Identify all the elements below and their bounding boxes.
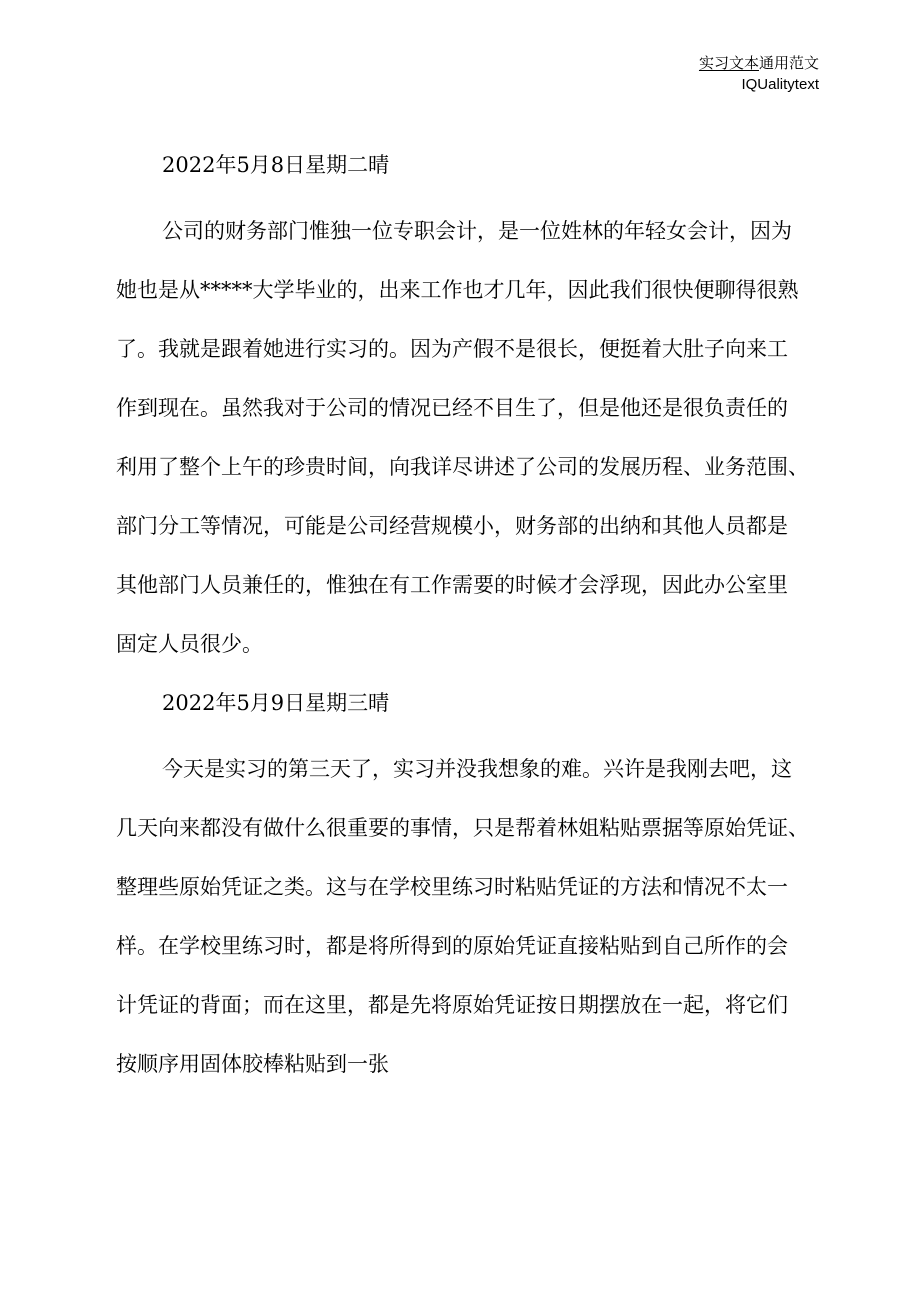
header-title-underlined: 实习文本 (698, 54, 759, 72)
entry-paragraph-1 (116, 202, 822, 674)
paragraph-line: 其他部门人员兼任的，惟独在有工作需要的时候才会浮现，因此办公室里 (116, 573, 788, 597)
paragraph-line: 公司的财务部门惟独一位专职会计，是一位姓林的年轻女会计，因为 (162, 219, 792, 243)
entry-paragraph-2 (116, 740, 822, 1094)
entry-date-2: 2022年5月9日星期三晴 (162, 691, 390, 715)
paragraph-line: 部门分工等情况，可能是公司经营规模小，财务部的出纳和其他人员都是 (116, 514, 788, 538)
paragraph-line: 样。在学校里练习时，都是将所得到的原始凭证直接粘贴到自己所作的会 (116, 934, 788, 958)
paragraph-line: 作到现在。虽然我对于公司的情况已经不目生了，但是他还是很负责任的 (116, 396, 788, 420)
header-subtitle: IQUalitytext (741, 76, 819, 93)
paragraph-line: 了。我就是跟着她进行实习的。因为产假不是很长，便挺着大肚子向来工 (116, 337, 788, 361)
paragraph-line: 她也是从*****大学毕业的，出来工作也才几年，因此我们很快便聊得很熟 (116, 278, 799, 302)
page-header (699, 52, 819, 96)
document-body (116, 142, 822, 1100)
paragraph-line: 整理些原始凭证之类。这与在学校里练习时粘贴凭证的方法和情况不太一 (116, 875, 788, 899)
paragraph-line: 利用了整个上午的珍贵时间，向我详尽讲述了公司的发展历程、业务范围、 (116, 455, 809, 479)
header-title-rest: 通用范文 (758, 54, 819, 72)
paragraph-line: 固定人员很少。 (116, 632, 263, 656)
paragraph-line: 今天是实习的第三天了，实习并没我想象的难。兴许是我刚去吧，这 (162, 757, 792, 781)
paragraph-line: 计凭证的背面；而在这里，都是先将原始凭证按日期摆放在一起，将它们 (116, 993, 788, 1017)
paragraph-line: 几天向来都没有做什么很重要的事情，只是帮着林姐粘贴票据等原始凭证、 (116, 816, 809, 840)
paragraph-line: 按顺序用固体胶棒粘贴到一张 (116, 1052, 389, 1076)
header-title (699, 52, 819, 74)
entry-date-1: 2022年5月8日星期二晴 (162, 153, 390, 177)
